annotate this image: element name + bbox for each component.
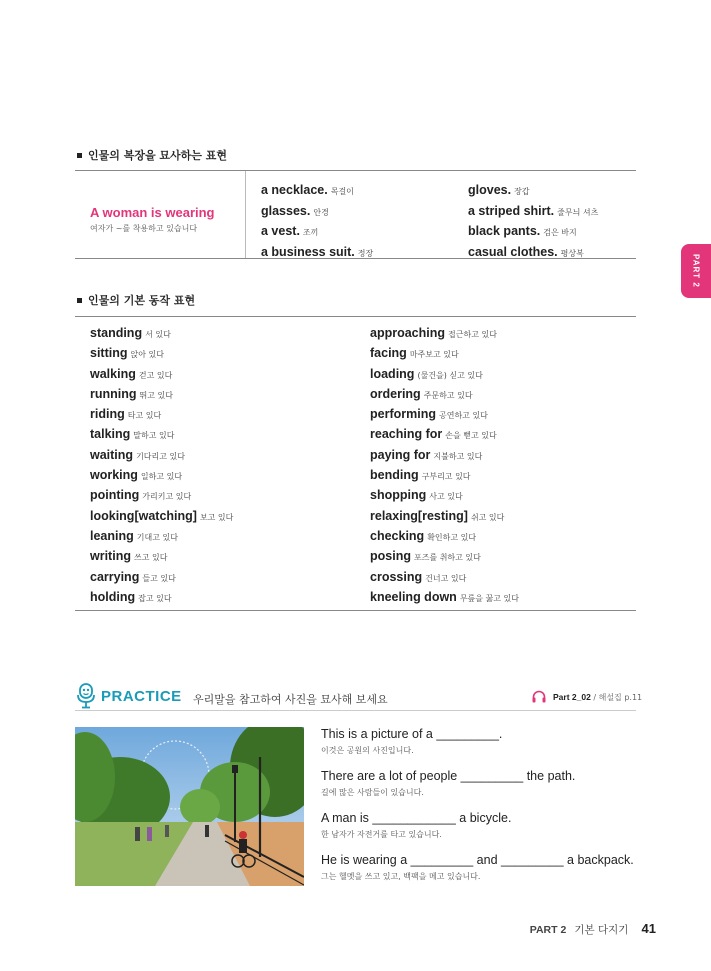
action-item: sitting 앉아 있다 (90, 346, 164, 361)
practice-sentence-2: There are a lot of people _________ the path. 길에 많은 사람들이 있습니다. (321, 769, 576, 797)
wearing-item: a vest. 조끼 (261, 224, 319, 238)
action-item: checking 확인하고 있다 (370, 528, 477, 543)
footer-part: PART 2 (529, 924, 567, 936)
headphone-icon[interactable] (532, 690, 546, 703)
wearing-item: a striped shirt. 줄무늬 셔츠 (468, 203, 599, 218)
wearing-subject (90, 205, 215, 234)
action-item: crossing 건너고 있다 (370, 569, 467, 584)
page-number: 41 (641, 921, 656, 936)
action-item: loading (물건을) 싣고 있다 (370, 366, 483, 381)
action-item: reaching for 손을 뻗고 있다 (370, 427, 497, 442)
action-item: paying for 지불하고 있다 (370, 447, 483, 462)
action-section-title: 인물의 기본 동작 표현 (77, 292, 195, 308)
audio-part-reference: Part 2_02 / 해설집 p.11 (553, 692, 643, 702)
action-item: bending 구부리고 있다 (370, 468, 471, 483)
wearing-item: casual clothes. 평상복 (468, 244, 584, 259)
action-item: approaching 접근하고 있다 (370, 326, 497, 340)
practice-sentence-4: He is wearing a _________ and _________ a backpack. 그는 헬멧을 쓰고 있고, 백팩을 메고 있습니다. (321, 853, 634, 881)
wearing-item: a business suit. 정장 (261, 244, 374, 259)
action-item: talking 말하고 있다 (90, 427, 175, 442)
part-side-tab: PART 2 (681, 244, 711, 298)
wearing-item: a necklace. 목걸이 (261, 183, 354, 197)
action-item: posing 포즈를 취하고 있다 (370, 549, 481, 564)
action-item: facing 마주보고 있다 (370, 346, 459, 361)
wearing-item: glasses. 안경 (261, 203, 329, 218)
action-item: shopping 사고 있다 (370, 488, 463, 503)
wearing-item: black pants. 검은 바지 (468, 224, 577, 238)
wearing-subject-en: A woman is wearing (90, 205, 215, 220)
action-item: pointing 가리키고 있다 (90, 488, 192, 503)
action-item: holding 잡고 있다 (90, 589, 172, 604)
wearing-subject-ko: 여자가 ~를 착용하고 있습니다 (90, 224, 198, 233)
action-item: looking[watching] 보고 있다 (90, 508, 234, 523)
wearing-section-title: 인물의 복장을 묘사하는 표현 (77, 147, 227, 163)
practice-header (75, 683, 643, 711)
park-photo (75, 727, 304, 886)
practice-instruction: 우리말을 참고하여 사진을 묘사해 보세요 (193, 693, 388, 706)
action-item: working 일하고 있다 (90, 468, 183, 483)
action-item: kneeling down 무릎을 꿇고 있다 (370, 589, 519, 604)
action-column-1 (90, 322, 365, 606)
microphone-icon (77, 683, 95, 709)
action-table (75, 316, 636, 611)
action-item: walking 걷고 있다 (90, 366, 173, 381)
wearing-item: gloves. 장갑 (468, 183, 530, 197)
action-item: relaxing[resting] 쉬고 있다 (370, 508, 505, 523)
action-item: waiting 기다리고 있다 (90, 447, 185, 462)
action-item: writing 쓰고 있다 (90, 549, 168, 564)
action-item: performing 공연하고 있다 (370, 407, 488, 422)
action-item: ordering 주문하고 있다 (370, 386, 473, 401)
action-item: carrying 들고 있다 (90, 569, 176, 584)
practice-sentence-1: This is a picture of a _________. 이것은 공원의 사진입니다. (321, 727, 503, 755)
action-item: running 뛰고 있다 (90, 386, 173, 401)
practice-label: PRACTICE (101, 688, 182, 705)
practice-sentence-3: A man is ____________ a bicycle. 한 남자가 자전거를 타고 있습니다. (321, 811, 512, 839)
action-item: riding 타고 있다 (90, 407, 162, 422)
wearing-column-1 (245, 171, 453, 258)
bullet-icon (77, 153, 82, 158)
page-footer (530, 918, 656, 937)
action-item: leaning 기대고 있다 (90, 528, 178, 543)
footer-subtitle: 기본 다지기 (574, 924, 629, 936)
action-item: standing 서 있다 (90, 326, 171, 340)
bullet-icon (77, 298, 82, 303)
wearing-column-2 (453, 171, 636, 258)
action-column-2 (370, 322, 636, 606)
wearing-table (75, 170, 636, 259)
